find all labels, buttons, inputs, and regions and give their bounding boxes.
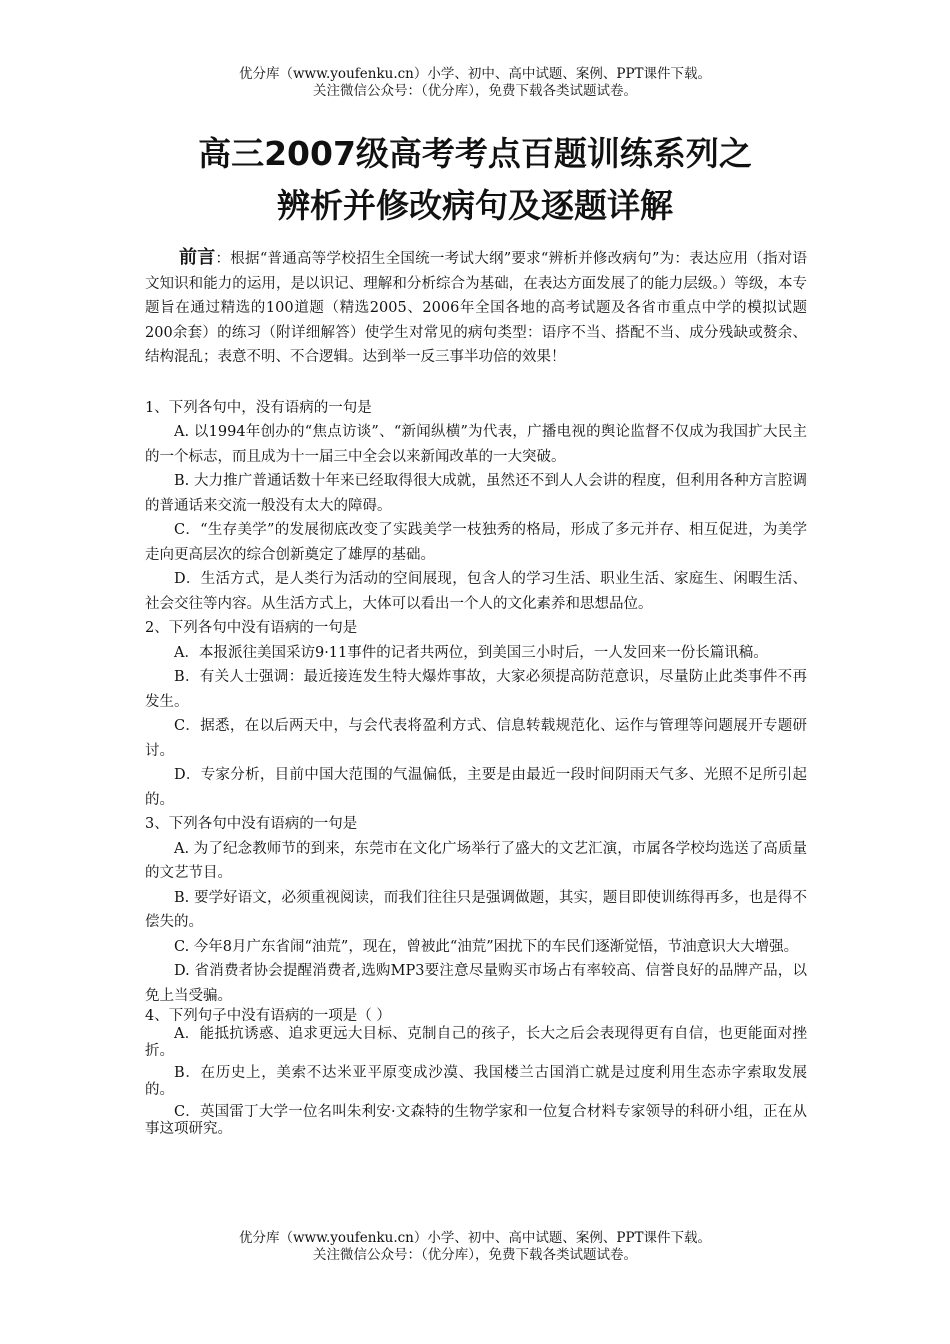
- option-a: A．能抵抗诱惑、追求更远大目标、克制自己的孩子，长大之后会表现得更有自信，也更能面对挫折。: [145, 1025, 807, 1059]
- page-header: [0, 66, 950, 100]
- option-a: A．本报派往美国采访9·11事件的记者共两位，到美国三小时后，一人发回来一份长篇讯稿。: [174, 644, 768, 661]
- question-stem: 2、下列各句中没有语病的一句是: [145, 620, 358, 636]
- option-b: B. 大力推广普通话数十年来已经取得很大成就，虽然还不到人人会讲的程度，但利用各种方言腔调的普通话来交流一般没有太大的障碍。: [145, 473, 807, 514]
- header-line-1: 优分库（www.youfenku.cn）小学、初中、高中试题、案例、PPT课件下载。: [238, 66, 712, 82]
- option-a: A. 为了纪念教师节的到来，东莞市在文化广场举行了盛大的文艺汇演，市属各学校均选送了高质量的文艺节目。: [145, 840, 807, 881]
- option-c: C. 今年8月广东省闹“油荒”，现在，曾被此“油荒”困扰下的车民们逐渐觉悟，节油意识大大增强。: [174, 938, 799, 955]
- spacer: [145, 370, 807, 396]
- option-d: D. 省消费者协会提醒消费者,选购MP3要注意尽量购买市场占有率较高、信誉良好的品牌产品，以免上当受骗。: [145, 963, 807, 1004]
- option-c: C．英国雷丁大学一位名叫朱利安·文森特的生物学家和一位复合材料专家领导的科研小组，正在从事这项研究。: [145, 1103, 807, 1137]
- question-stem: 1、下列各句中，没有语病的一句是: [145, 399, 372, 416]
- option-b: B．在历史上，美索不达米亚平原变成沙漠、我国楼兰古国消亡就是过度利用生态赤字索取发展的。: [145, 1064, 807, 1098]
- option-d: D．专家分析，目前中国大范围的气温偏低，主要是由最近一段时间阴雨天气多、光照不足所引起的。: [145, 767, 807, 808]
- preface-paragraph: [145, 246, 807, 370]
- option-b: B. 要学好语文，必须重视阅读，而我们往往只是强调做题，其实，题目即使训练得再多，也是得不偿失的。: [145, 889, 807, 930]
- option-b: B．有关人士强调：最近接连发生特大爆炸事故，大家必须提高防范意识，尽量防止此类事件不再发生。: [145, 669, 807, 710]
- document-body: [145, 246, 807, 1143]
- title-line-2: 辨析并修改病句及逐题详解: [277, 186, 673, 225]
- question-4: [145, 1008, 807, 1139]
- question-stem: 4、下列句子中没有语病的一项是（ ）: [145, 1008, 391, 1024]
- option-a: A. 以1994年创办的“焦点访谈”、“新闻纵横”为代表，广播电视的舆论监督不仅成为我国扩大民主的一个标志，而且成为十一届三中全会以来新闻改革的一大突破。: [145, 424, 807, 465]
- page-footer: [0, 1230, 950, 1264]
- question-2: [145, 616, 807, 812]
- title-line-1: 高三2007级高考考点百题训练系列之: [198, 134, 752, 173]
- question-3: [145, 812, 807, 1008]
- document-title: [0, 128, 950, 232]
- option-c: C．据悉，在以后两天中，与会代表将盈利方式、信息转载规范化、运作与管理等问题展开专题研讨。: [145, 718, 807, 759]
- footer-line-1: 优分库（www.youfenku.cn）小学、初中、高中试题、案例、PPT课件下载。: [238, 1230, 712, 1246]
- preface-label: 前言: [179, 247, 216, 268]
- preface-text: ：根据“普通高等学校招生全国统一考试大纲”要求“辨析并修改病句”为：表达应用（指对语文知识和能力的运用，是以识记、理解和分析综合为基础，在表达方面发展了的能力层级。）等级，本专题旨在通过精选的100道题（精选2005、2006年全国各地的高考试题及各省市重点中学的模拟试题200余套）的练习（附详细解答）使学生对常见的病句类型：语序不当、搭配不当、成分残缺或赘余、结构混乱；表意不明、不合逻辑。达到举一反三事半功倍的效果！: [145, 251, 807, 365]
- option-c: C．“生存美学”的发展彻底改变了实践美学一枝独秀的格局，形成了多元并存、相互促进，为美学走向更高层次的综合创新奠定了雄厚的基础。: [145, 522, 807, 563]
- option-d: D．生活方式，是人类行为活动的空间展现，包含人的学习生活、职业生活、家庭生、闲暇生活、社会交往等内容。从生活方式上，大体可以看出一个人的文化素养和思想品位。: [145, 571, 807, 612]
- question-1: [145, 396, 807, 617]
- footer-line-2: 关注微信公众号：（优分库），免费下载各类试题试卷。: [313, 1247, 637, 1263]
- question-stem: 3、下列各句中没有语病的一句是: [145, 816, 358, 832]
- header-line-2: 关注微信公众号：（优分库），免费下载各类试题试卷。: [313, 83, 637, 99]
